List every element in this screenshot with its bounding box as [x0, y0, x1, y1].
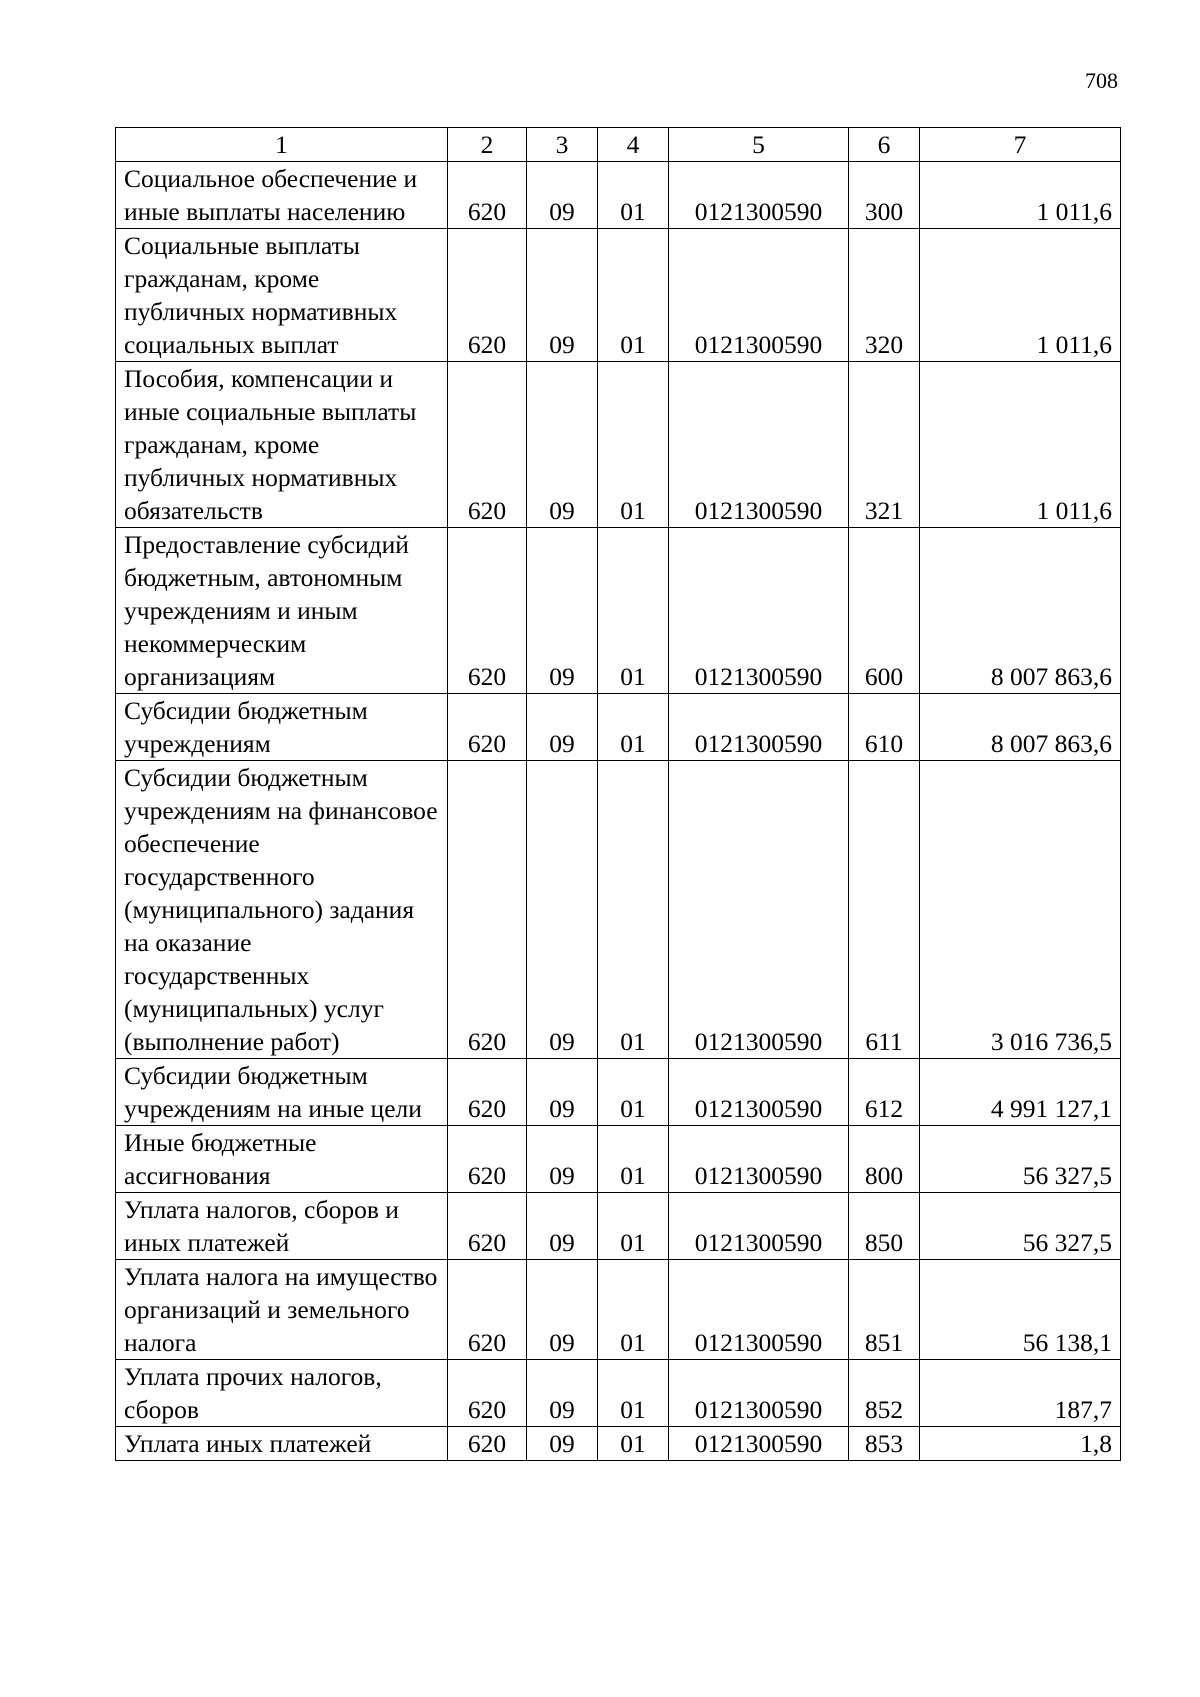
row-col6-cell: 611	[849, 761, 920, 1059]
table-row	[116, 1193, 1121, 1260]
header-col-4: 4	[598, 128, 669, 162]
row-col3-cell: 09	[527, 694, 598, 761]
row-col2-cell: 620	[448, 694, 527, 761]
header-col-3: 3	[527, 128, 598, 162]
row-col4-cell: 01	[598, 1126, 669, 1193]
row-name-cell: Субсидии бюджетным учреждениям на финансовое обеспечение государственного (муниципального) задания на оказание государственных (муниципальных) услуг (выполнение работ)	[116, 761, 448, 1059]
table-row	[116, 1260, 1121, 1360]
row-col3-cell: 09	[527, 162, 598, 229]
row-name-cell: Уплата иных платежей	[116, 1427, 448, 1461]
row-name-cell: Социальное обеспечение и иные выплаты населению	[116, 162, 448, 229]
row-name-cell: Уплата налога на имущество организаций и земельного налога	[116, 1260, 448, 1360]
row-col4-cell: 01	[598, 1427, 669, 1461]
row-amount-cell: 1 011,6	[920, 229, 1121, 362]
row-col6-cell: 600	[849, 528, 920, 694]
row-amount-cell: 187,7	[920, 1360, 1121, 1427]
header-col-1: 1	[116, 128, 448, 162]
row-amount-cell: 1 011,6	[920, 362, 1121, 528]
row-amount-cell: 8 007 863,6	[920, 694, 1121, 761]
header-col-6: 6	[849, 128, 920, 162]
row-amount-cell: 3 016 736,5	[920, 761, 1121, 1059]
row-name-cell: Пособия, компенсации и иные социальные выплаты гражданам, кроме публичных нормативных обязательств	[116, 362, 448, 528]
page-number: 708	[1085, 68, 1118, 93]
row-col4-cell: 01	[598, 162, 669, 229]
header-col-7: 7	[920, 128, 1121, 162]
row-col5-cell: 0121300590	[669, 1059, 849, 1126]
row-col4-cell: 01	[598, 1360, 669, 1427]
row-col6-cell: 612	[849, 1059, 920, 1126]
row-amount-cell: 56 327,5	[920, 1126, 1121, 1193]
row-amount-cell: 4 991 127,1	[920, 1059, 1121, 1126]
row-name-cell: Уплата прочих налогов, сборов	[116, 1360, 448, 1427]
row-col4-cell: 01	[598, 694, 669, 761]
row-col2-cell: 620	[448, 528, 527, 694]
row-col6-cell: 300	[849, 162, 920, 229]
row-col5-cell: 0121300590	[669, 1193, 849, 1260]
row-col2-cell: 620	[448, 362, 527, 528]
table-body	[116, 162, 1121, 1461]
row-col4-cell: 01	[598, 528, 669, 694]
row-amount-cell: 1,8	[920, 1427, 1121, 1461]
header-col-5: 5	[669, 128, 849, 162]
row-col6-cell: 852	[849, 1360, 920, 1427]
row-name-cell: Субсидии бюджетным учреждениям на иные цели	[116, 1059, 448, 1126]
row-col3-cell: 09	[527, 1360, 598, 1427]
row-col2-cell: 620	[448, 162, 527, 229]
table-row	[116, 1126, 1121, 1193]
row-name-cell: Уплата налогов, сборов и иных платежей	[116, 1193, 448, 1260]
row-col5-cell: 0121300590	[669, 229, 849, 362]
row-col3-cell: 09	[527, 761, 598, 1059]
row-col2-cell: 620	[448, 1360, 527, 1427]
table-row	[116, 1427, 1121, 1461]
row-col6-cell: 321	[849, 362, 920, 528]
table-header	[116, 128, 1121, 162]
row-name-cell: Социальные выплаты гражданам, кроме публичных нормативных социальных выплат	[116, 229, 448, 362]
row-col2-cell: 620	[448, 1193, 527, 1260]
row-col3-cell: 09	[527, 528, 598, 694]
row-amount-cell: 8 007 863,6	[920, 528, 1121, 694]
header-col-2: 2	[448, 128, 527, 162]
row-col6-cell: 850	[849, 1193, 920, 1260]
row-col4-cell: 01	[598, 362, 669, 528]
row-col2-cell: 620	[448, 1260, 527, 1360]
row-col4-cell: 01	[598, 1193, 669, 1260]
row-col2-cell: 620	[448, 229, 527, 362]
table-row	[116, 162, 1121, 229]
row-col3-cell: 09	[527, 1126, 598, 1193]
row-col5-cell: 0121300590	[669, 162, 849, 229]
row-col6-cell: 851	[849, 1260, 920, 1360]
row-col3-cell: 09	[527, 1260, 598, 1360]
row-amount-cell: 1 011,6	[920, 162, 1121, 229]
row-col2-cell: 620	[448, 1126, 527, 1193]
row-col4-cell: 01	[598, 1059, 669, 1126]
table-row	[116, 1360, 1121, 1427]
row-col5-cell: 0121300590	[669, 1360, 849, 1427]
table-row	[116, 1059, 1121, 1126]
row-col2-cell: 620	[448, 1427, 527, 1461]
row-col4-cell: 01	[598, 761, 669, 1059]
table-row	[116, 761, 1121, 1059]
row-col5-cell: 0121300590	[669, 694, 849, 761]
table-row	[116, 229, 1121, 362]
row-col5-cell: 0121300590	[669, 761, 849, 1059]
row-col5-cell: 0121300590	[669, 1427, 849, 1461]
row-col6-cell: 610	[849, 694, 920, 761]
row-col3-cell: 09	[527, 229, 598, 362]
row-col2-cell: 620	[448, 1059, 527, 1126]
row-col6-cell: 800	[849, 1126, 920, 1193]
row-col4-cell: 01	[598, 229, 669, 362]
row-amount-cell: 56 327,5	[920, 1193, 1121, 1260]
row-name-cell: Предоставление субсидий бюджетным, автономным учреждениям и иным некоммерческим организациям	[116, 528, 448, 694]
row-col2-cell: 620	[448, 761, 527, 1059]
row-col6-cell: 320	[849, 229, 920, 362]
table-row	[116, 362, 1121, 528]
row-col5-cell: 0121300590	[669, 1260, 849, 1360]
table-row	[116, 528, 1121, 694]
row-name-cell: Субсидии бюджетным учреждениям	[116, 694, 448, 761]
header-row	[116, 128, 1121, 162]
budget-table	[115, 127, 1121, 1461]
row-col5-cell: 0121300590	[669, 1126, 849, 1193]
row-col3-cell: 09	[527, 1427, 598, 1461]
row-col4-cell: 01	[598, 1260, 669, 1360]
row-col3-cell: 09	[527, 362, 598, 528]
row-col5-cell: 0121300590	[669, 362, 849, 528]
row-col3-cell: 09	[527, 1193, 598, 1260]
row-col5-cell: 0121300590	[669, 528, 849, 694]
row-name-cell: Иные бюджетные ассигнования	[116, 1126, 448, 1193]
row-amount-cell: 56 138,1	[920, 1260, 1121, 1360]
table-row	[116, 694, 1121, 761]
row-col3-cell: 09	[527, 1059, 598, 1126]
row-col6-cell: 853	[849, 1427, 920, 1461]
